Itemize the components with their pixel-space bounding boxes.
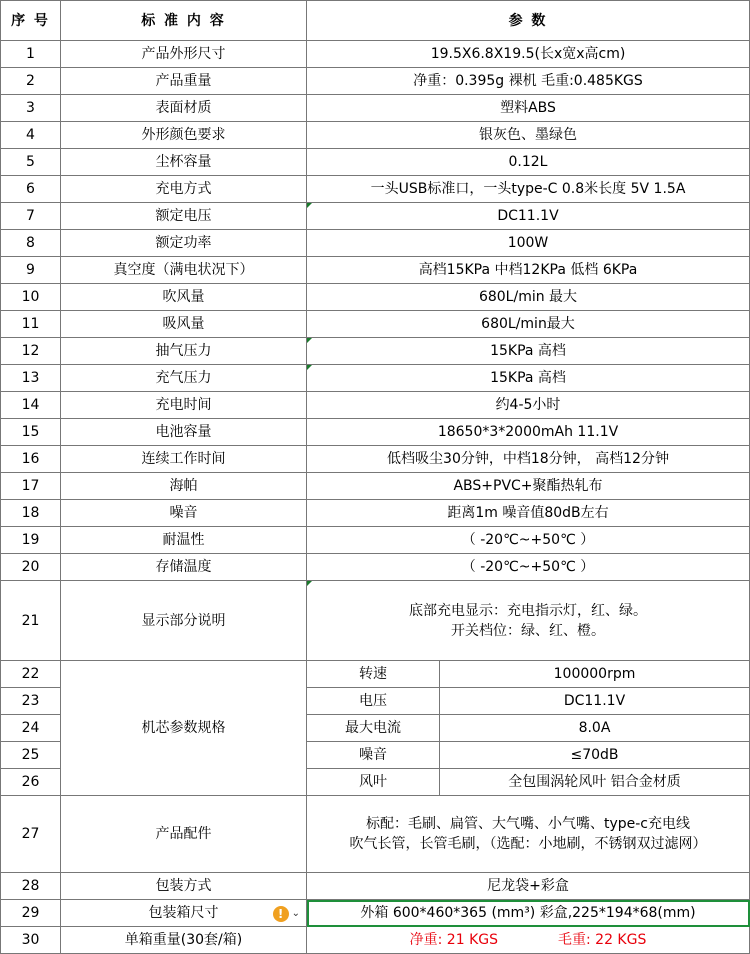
row-number[interactable]: 20 <box>1 554 61 581</box>
table-row <box>1 473 750 500</box>
table-row <box>1 927 750 954</box>
table-row <box>1 581 750 661</box>
row-value[interactable]: 18650*3*2000mAh 11.1V <box>307 419 750 446</box>
motor-param-value[interactable]: 100000rpm <box>440 661 750 688</box>
row-number[interactable]: 24 <box>1 715 61 742</box>
row-label[interactable] <box>61 900 307 927</box>
table-row <box>1 311 750 338</box>
header-row <box>1 1 750 41</box>
display-line-2: 开关档位：绿、红、橙。 <box>451 622 605 639</box>
accessory-line-1: 标配：毛刷、扁管、大气嘴、小气嘴、type-c充电线 <box>365 816 691 832</box>
accessory-line-2: 吹气长管，长管毛刷，（选配：小地刷，不锈钢双过滤网） <box>349 836 707 852</box>
row-number[interactable]: 4 <box>1 122 61 149</box>
row-number[interactable]: 6 <box>1 176 61 203</box>
row-value[interactable]: 15KPa 高档 <box>307 338 750 365</box>
row-label[interactable]: 耐温性 <box>61 527 307 554</box>
row-number[interactable]: 14 <box>1 392 61 419</box>
row-value[interactable]: 680L/min最大 <box>307 311 750 338</box>
row-label[interactable]: 电池容量 <box>61 419 307 446</box>
row-value[interactable] <box>307 581 750 661</box>
row-value[interactable] <box>307 796 750 873</box>
motor-param-value[interactable]: 全包围涡轮风叶 铝合金材质 <box>440 769 750 796</box>
row-number[interactable]: 3 <box>1 95 61 122</box>
row-label[interactable]: 吹风量 <box>61 284 307 311</box>
row-label[interactable]: 产品重量 <box>61 68 307 95</box>
row-number[interactable]: 8 <box>1 230 61 257</box>
row-label[interactable]: 连续工作时间 <box>61 446 307 473</box>
row-number[interactable]: 29 <box>1 900 61 927</box>
error-check-button[interactable] <box>273 904 300 924</box>
row-label[interactable]: 真空度（满电状况下） <box>61 257 307 284</box>
row-value[interactable]: 一头USB标准口，一头type-C 0.8米长度 5V 1.5A <box>307 176 750 203</box>
row-number[interactable]: 22 <box>1 661 61 688</box>
chevron-down-icon: ⌄ <box>291 908 300 919</box>
table-row <box>1 365 750 392</box>
row-value[interactable]: 高档15KPa 中档12KPa 低档 6KPa <box>307 257 750 284</box>
motor-param-value[interactable]: ≤70dB <box>440 742 750 769</box>
row-number[interactable]: 28 <box>1 873 61 900</box>
table-row <box>1 95 750 122</box>
table-row <box>1 284 750 311</box>
row-value[interactable]: 680L/min 最大 <box>307 284 750 311</box>
row-label[interactable]: 包装方式 <box>61 873 307 900</box>
table-row <box>1 796 750 873</box>
row-number[interactable]: 26 <box>1 769 61 796</box>
motor-param-value[interactable]: 8.0A <box>440 715 750 742</box>
table-row <box>1 41 750 68</box>
row-number[interactable]: 2 <box>1 68 61 95</box>
row-value[interactable]: 银灰色、墨绿色 <box>307 122 750 149</box>
table-row <box>1 257 750 284</box>
display-line-1: 底部充电显示：充电指示灯，红、绿。 <box>409 602 647 619</box>
row-label[interactable]: 充气压力 <box>61 365 307 392</box>
row-value[interactable]: ABS+PVC+聚酯热轧布 <box>307 473 750 500</box>
row-value[interactable]: （ -20℃~+50℃ ） <box>307 554 750 581</box>
row-value[interactable]: （ -20℃~+50℃ ） <box>307 527 750 554</box>
motor-param-name[interactable]: 转速 <box>307 661 440 688</box>
table-row <box>1 338 750 365</box>
row-number[interactable]: 9 <box>1 257 61 284</box>
gross-weight: 毛重: 22 KGS <box>558 932 647 948</box>
header-no[interactable]: 序 号 <box>1 1 61 41</box>
motor-label[interactable]: 机芯参数规格 <box>61 661 307 796</box>
row-number[interactable]: 1 <box>1 41 61 68</box>
row-label[interactable]: 存储温度 <box>61 554 307 581</box>
row-label[interactable]: 吸风量 <box>61 311 307 338</box>
row-number[interactable]: 17 <box>1 473 61 500</box>
row-label[interactable]: 额定电压 <box>61 203 307 230</box>
row-value[interactable]: 低档吸尘30分钟，中档18分钟， 高档12分钟 <box>307 446 750 473</box>
row-value[interactable]: 0.12L <box>307 149 750 176</box>
row-number[interactable]: 5 <box>1 149 61 176</box>
row-label[interactable]: 表面材质 <box>61 95 307 122</box>
row-label[interactable]: 额定功率 <box>61 230 307 257</box>
row-label[interactable]: 外形颜色要求 <box>61 122 307 149</box>
motor-param-name[interactable]: 最大电流 <box>307 715 440 742</box>
table-row <box>1 419 750 446</box>
row-number[interactable]: 15 <box>1 419 61 446</box>
row-number[interactable]: 12 <box>1 338 61 365</box>
row-value[interactable]: 塑料ABS <box>307 95 750 122</box>
table-row <box>1 230 750 257</box>
row-number[interactable]: 10 <box>1 284 61 311</box>
row-number[interactable]: 16 <box>1 446 61 473</box>
row-value[interactable]: 100W <box>307 230 750 257</box>
row-label[interactable]: 尘杯容量 <box>61 149 307 176</box>
row-value[interactable]: DC11.1V <box>307 203 750 230</box>
net-weight: 净重: 21 KGS <box>409 932 498 948</box>
row-label-text: 包装箱尺寸 <box>148 905 219 921</box>
row-value[interactable]: 15KPa 高档 <box>307 365 750 392</box>
row-label[interactable]: 充电方式 <box>61 176 307 203</box>
table-row <box>1 149 750 176</box>
row-number[interactable]: 21 <box>1 581 61 661</box>
table-row <box>1 500 750 527</box>
table-row <box>1 527 750 554</box>
table-row <box>1 900 750 927</box>
table-row <box>1 873 750 900</box>
row-value[interactable] <box>307 927 750 954</box>
row-number[interactable]: 7 <box>1 203 61 230</box>
row-number[interactable]: 23 <box>1 688 61 715</box>
row-number[interactable]: 19 <box>1 527 61 554</box>
row-number[interactable]: 30 <box>1 927 61 954</box>
table-row <box>1 392 750 419</box>
row-label[interactable]: 抽气压力 <box>61 338 307 365</box>
motor-param-name[interactable]: 风叶 <box>307 769 440 796</box>
row-number[interactable]: 25 <box>1 742 61 769</box>
row-number[interactable]: 13 <box>1 365 61 392</box>
table-row <box>1 203 750 230</box>
row-label[interactable]: 产品外形尺寸 <box>61 41 307 68</box>
row-value[interactable]: 约4-5小时 <box>307 392 750 419</box>
table-row <box>1 176 750 203</box>
row-label[interactable]: 充电时间 <box>61 392 307 419</box>
motor-param-value[interactable]: DC11.1V <box>440 688 750 715</box>
row-number[interactable]: 11 <box>1 311 61 338</box>
warning-icon: ! <box>273 906 289 922</box>
row-label[interactable]: 单箱重量(30套/箱) <box>61 927 307 954</box>
row-value[interactable]: 距离1m 噪音值80dB左右 <box>307 500 750 527</box>
row-label[interactable]: 产品配件 <box>61 796 307 873</box>
row-value[interactable]: 尼龙袋+彩盒 <box>307 873 750 900</box>
row-label[interactable]: 噪音 <box>61 500 307 527</box>
row-label[interactable]: 海帕 <box>61 473 307 500</box>
table-row <box>1 661 750 688</box>
motor-param-name[interactable]: 噪音 <box>307 742 440 769</box>
motor-param-name[interactable]: 电压 <box>307 688 440 715</box>
table-row <box>1 446 750 473</box>
row-label[interactable]: 显示部分说明 <box>61 581 307 661</box>
table-row <box>1 554 750 581</box>
table-row <box>1 68 750 95</box>
header-standard[interactable]: 标 准 内 容 <box>61 1 307 41</box>
row-number[interactable]: 27 <box>1 796 61 873</box>
row-value[interactable]: 净重：0.395g 裸机 毛重:0.485KGS <box>307 68 750 95</box>
row-number[interactable]: 18 <box>1 500 61 527</box>
header-param[interactable]: 参 数 <box>307 1 750 41</box>
row-value[interactable]: 19.5X6.8X19.5(长x宽x高cm) <box>307 41 750 68</box>
table-row <box>1 122 750 149</box>
selected-cell[interactable]: 外箱 600*460*365 (mm³) 彩盒,225*194*68(mm) <box>307 900 750 927</box>
